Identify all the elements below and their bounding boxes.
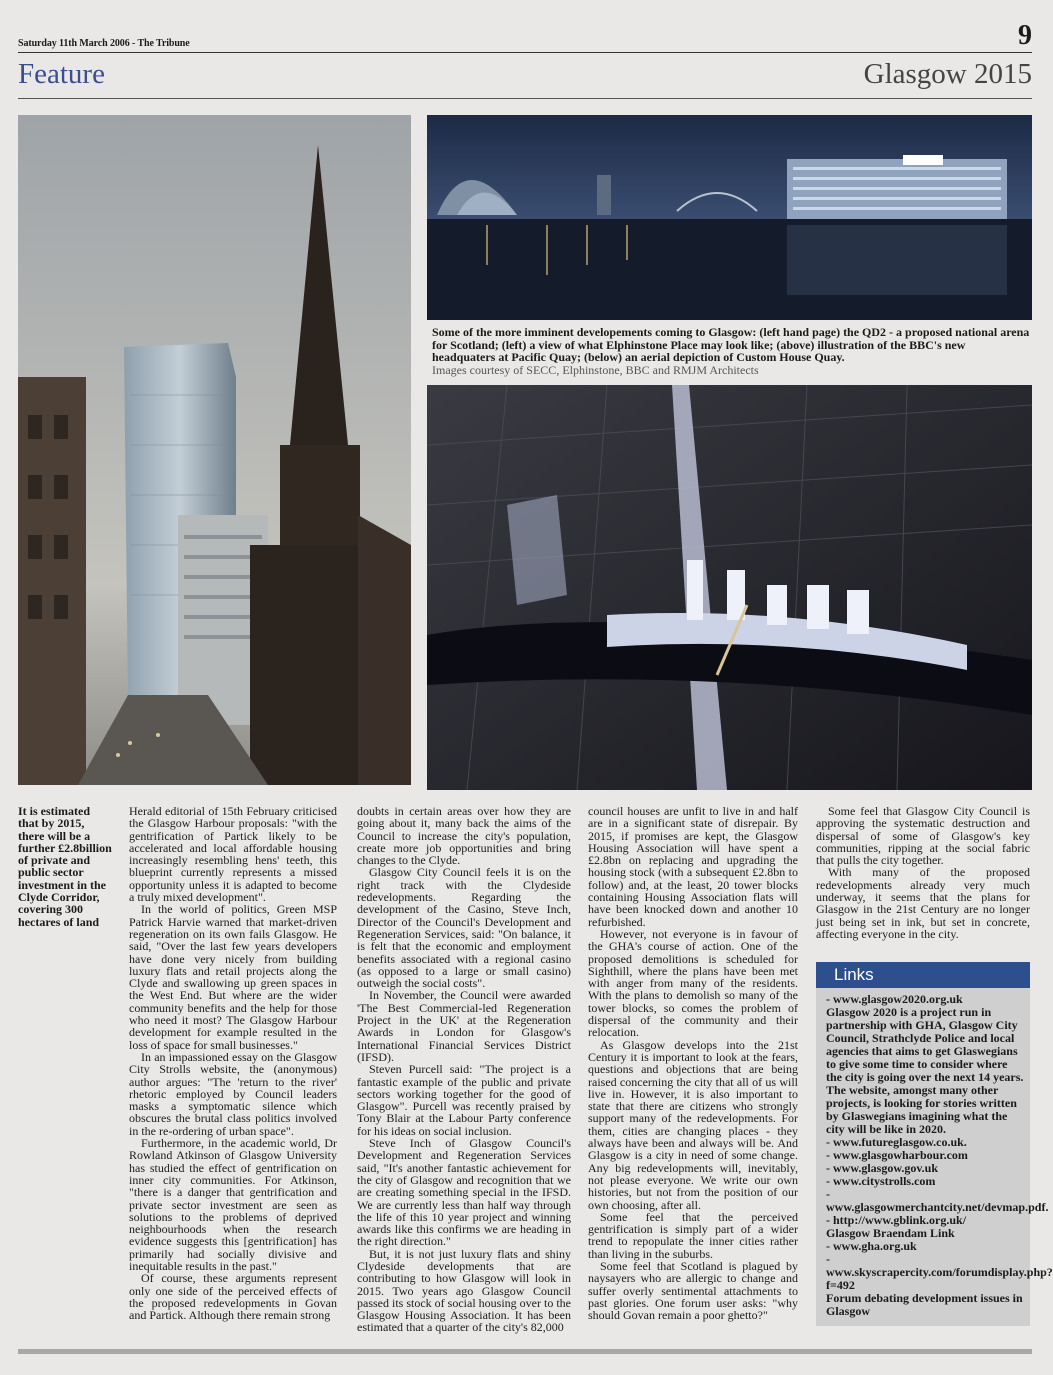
- section-title: Feature: [18, 58, 105, 90]
- paragraph: In the world of politics, Green MSP Patrick Harvie warned that market-driven regeneration on its own fails Glasgow. He said, "Over the last few years developers have done very nicely from building luxury flats and retail projects along the Clyde and swallowing up green spaces in the West End. But where are the wider community benefits and the help for those who need it most? The Glasgow Harbour development for example resulted in the loss of space for small businesses.": [129, 902, 337, 1052]
- link-description: Glasgow Braendam Link: [826, 1226, 955, 1240]
- subheader-rule: [18, 98, 1032, 99]
- link-item[interactable]: - www.skyscrapercity.com/forumdisplay.php?f=492: [826, 1252, 1053, 1292]
- link-item[interactable]: - www.glasgowharbour.com: [826, 1148, 968, 1162]
- link-item[interactable]: - www.glasgow2020.org.uk: [826, 992, 963, 1006]
- paragraph: Some feel that Glasgow City Council is approving the systematic destruction and dispersal of some of Glasgow's key communities, ripping at the social fabric that pulls the city together.: [816, 804, 1030, 868]
- link-item[interactable]: - www.futureglasgow.co.uk.: [826, 1135, 967, 1149]
- link-description: The website, amongst many other projects, is looking for stories written by Glaswegians imagining what the city will be like in 2020.: [826, 1083, 1017, 1136]
- paragraph: As Glasgow develops into the 21st Century it is important to look at the fears, questions and objections that are being raised concerning the city that all of us will live in. However, it is also important to state that there are citizens who strongly support many of the redevelopments. For them, cities are changing places - they always have been and always will be. And Glasgow is a city in need of some change. Any big redevelopments will, inevitably, not please everyone. We write our own histories, but not from the position of our own choosing, after all.: [588, 1037, 798, 1212]
- paragraph: Furthermore, in the academic world, Dr Rowland Atkinson of Glasgow University has studied the effect of gentrification on inner city communities. For Atkinson, "there is a danger that gentrification and private sector investment are seen as solutions to the problems of deprived neighbourhoods when the research evidence suggests this [gentrification] has primarily had socially divisive and inequitable results in the past.": [129, 1136, 337, 1273]
- paragraph: Some feel that Scotland is plagued by naysayers who are allergic to change and suffer overly sentimental attachments to past glories. One forum user asks: "why should Govan remain a poor ghetto?": [588, 1258, 798, 1323]
- link-item[interactable]: - www.glasgowmerchantcity.net/devmap.pdf.: [826, 1187, 1049, 1214]
- paragraph: Steve Inch of Glasgow Council's Development and Regeneration Services said, "It's another fantastic achievement for the city of Glasgow and recognition that we are creating something special in the IFSD. We are currently less than half way through the life of this 10 year project and winning awards like this confirms we are heading in the right direction.": [357, 1136, 571, 1249]
- pull-quote: It is estimated that by 2015, there will be a further £2.8billion of private and public sector investment in the Clyde Corridor, covering 300 hectares of land: [18, 804, 112, 929]
- article-column-3: [588, 805, 798, 1321]
- link-item[interactable]: - http://www.gblink.org.uk/: [826, 1213, 967, 1227]
- caption-credit: Images courtesy of SECC, Elphinstone, BBC and RMJM Architects: [432, 362, 759, 377]
- links-list: [826, 992, 1053, 1318]
- paragraph: But, it is not just luxury flats and shiny Clydeside developments that are contributing to how Glasgow will look in 2015. Two years ago Glasgow Council passed its stock of social housing over to the Glasgow Housing Association. It has been estimated that a quarter of the city's 82,000: [357, 1246, 571, 1335]
- paragraph: Steven Purcell said: "The project is a fantastic example of the public and private sectors working together for the good of Glasgow". Purcell was recently praised by Tony Blair at the Labour Party conference for his ideas on social inclusion.: [357, 1062, 571, 1138]
- paragraph: council houses are unfit to live in and half are in a significant state of disrepair. By 2015, if promises are kept, the Glasgow Housing Association will have spent a £2.8bn on replacing and upgrading the housing stock (with a subsequent £2.8bn to follow) and, at the least, 20 tower blocks containing Housing Association flats will have been knocked down and another 10 refurbished.: [588, 804, 798, 929]
- link-description: Forum debating development issues in Glasgow: [826, 1291, 1023, 1318]
- paragraph: doubts in certain areas over how they are going about it, many back the aims of the Council to increase the city's population, create more job opportunities and bring changes to the Clyde.: [357, 804, 571, 868]
- link-description: Glasgow 2020 is a project run in partnership with GHA, Glasgow City Council, Strathclyde Police and local agencies that aims to get Glaswegians to give some time to consider where the city is going over the next 14 years.: [826, 1005, 1024, 1084]
- paragraph: Glasgow City Council feels it is on the right track with the Clydeside redevelopments. Regarding the development of the Casino, Steve Inch, Director of the Council's Development and Regeneration Services, said: "On balance, it is felt that the economic and employment benefits associated with a regional casino (as opposed to a large or small casino) outweigh the social costs".: [357, 865, 571, 991]
- paragraph: Herald editorial of 15th February criticised the Glasgow Harbour proposals: "with the gentrification of Partick likely to be accelerated and local affordable housing increasingly resembling hens' teeth, this blueprint currently represents a missed opportunity unless it is adapted to become a truly mixed development".: [129, 804, 337, 905]
- dateline: Saturday 11th March 2006 - The Tribune: [18, 38, 190, 49]
- paragraph: Some feel that the perceived gentrification is simply part of a wider trend to repopulate the inner cities rather than living in the suburbs.: [588, 1209, 798, 1261]
- caption-text: Some of the more imminent developements coming to Glasgow: (left hand page) the QD2 - a proposed national arena for Scotland; (left) a view of what Elphinstone Place may look like; (above) illustration of the BBC's new headquaters at Pacific Quay; (below) an aerial depiction of Custom House Quay.: [432, 325, 1030, 364]
- photo-caption: [432, 326, 1030, 376]
- photo-aerial-custom-house-quay: [427, 385, 1032, 790]
- links-heading: Links: [816, 962, 1030, 988]
- page-number: 9: [1018, 20, 1032, 51]
- link-item[interactable]: - www.citystrolls.com: [826, 1174, 936, 1188]
- paragraph: With many of the proposed redevelopments already very much underway, it seems that the plans for Glasgow in the 21st Century are no longer just being set in ink, but set in concrete, affecting everyone in the city.: [816, 865, 1030, 941]
- photo-bbc-pacific-quay: [427, 115, 1032, 320]
- header-rule: [18, 52, 1032, 53]
- paragraph: However, not everyone is in favour of the GHA's course of action. One of the proposed demolitions is scheduled for Sighthill, where the plans have been met with anger from many of the residents. With the plans to demolish so many of the tower blocks, so comes the problem of dispersal of the community and their relocation.: [588, 926, 798, 1040]
- paragraph: Of course, these arguments represent only one side of the perceived effects of the proposed redevelopments in Govan and Partick. Although there remain strong: [129, 1271, 337, 1323]
- series-title: Glasgow 2015: [863, 58, 1032, 90]
- photo-street-tower-spire: [18, 115, 411, 785]
- paragraph: In an impassioned essay on the Glasgow City Strolls website, the (anonymous) author argues: "The 'return to the river' rhetoric employed by Council leaders masks a symptomatic silence which obscures the brutal class politics involved in the re-ordering of urban space".: [129, 1049, 337, 1138]
- link-item[interactable]: - www.gha.org.uk: [826, 1239, 917, 1253]
- footer-rule: [18, 1349, 1032, 1354]
- link-item[interactable]: - www.glasgow.gov.uk: [826, 1161, 939, 1175]
- paragraph: In November, the Council were awarded 'The Best Commercial-led Regeneration Project in the UK' at the Regeneration Awards in London for Glasgow's International Financial Services District (IFSD).: [357, 988, 571, 1064]
- article-column-2: [357, 805, 571, 1334]
- article-column-4: [816, 805, 1030, 940]
- article-column-1: [129, 805, 337, 1321]
